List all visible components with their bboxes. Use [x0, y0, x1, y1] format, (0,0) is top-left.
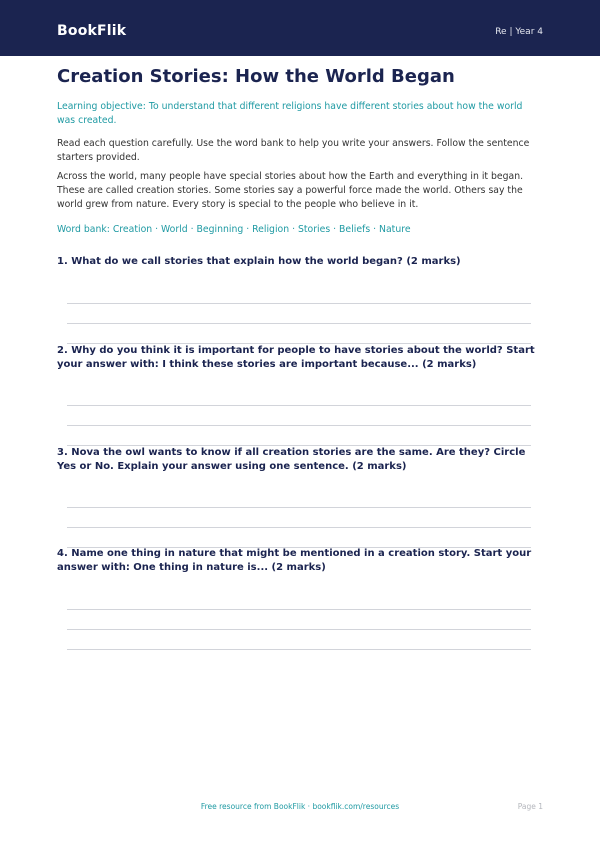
- intro-paragraph: Across the world, many people have special stories about how the Earth and everything in it began. These are called creation stories. Some stories say a powerful force made the world. Others say the world grew from nature. Every story is special to the people who believe in it.: [57, 171, 524, 210]
- question-1: 1. What do we call stories that explain how the world began? (2 marks): [57, 256, 461, 267]
- answer-line[interactable]: [67, 609, 531, 610]
- answer-line[interactable]: [67, 527, 531, 528]
- instructions: Read each question carefully. Use the word bank to help you write your answers. Follow the sentence starters provided.: [57, 138, 530, 163]
- answer-line[interactable]: [67, 323, 531, 324]
- brand-logo: BookFlik: [57, 23, 127, 39]
- question-3: 3. Nova the owl wants to know if all creation stories are the same. Are they? Circle Yes or No. Explain your answer using one sentence. (2 marks): [57, 447, 526, 472]
- page-number: Page 1: [517, 802, 543, 811]
- answer-line[interactable]: [67, 649, 531, 650]
- page-title: Creation Stories: How the World Began: [57, 66, 455, 87]
- answer-line[interactable]: [67, 629, 531, 630]
- question-2: 2. Why do you think it is important for people to have stories about the world? Start your answer with: I think these stories are important because... (2 marks): [57, 345, 535, 370]
- question-4: 4. Name one thing in nature that might be mentioned in a creation story. Start your answer with: One thing in nature is... (2 marks): [57, 548, 532, 573]
- answer-line[interactable]: [67, 507, 531, 508]
- answer-line[interactable]: [67, 405, 531, 406]
- answer-line[interactable]: [67, 303, 531, 304]
- subject-year-label: Re | Year 4: [495, 27, 543, 37]
- header-bar: [0, 0, 600, 56]
- answer-line[interactable]: [67, 425, 531, 426]
- footer-source-link[interactable]: Free resource from BookFlik · bookflik.com/resources: [200, 802, 400, 811]
- learning-objective: Learning objective: To understand that different religions have different stories about how the world was created.: [57, 101, 523, 126]
- word-bank: Word bank: Creation · World · Beginning · Religion · Stories · Beliefs · Nature: [57, 224, 411, 235]
